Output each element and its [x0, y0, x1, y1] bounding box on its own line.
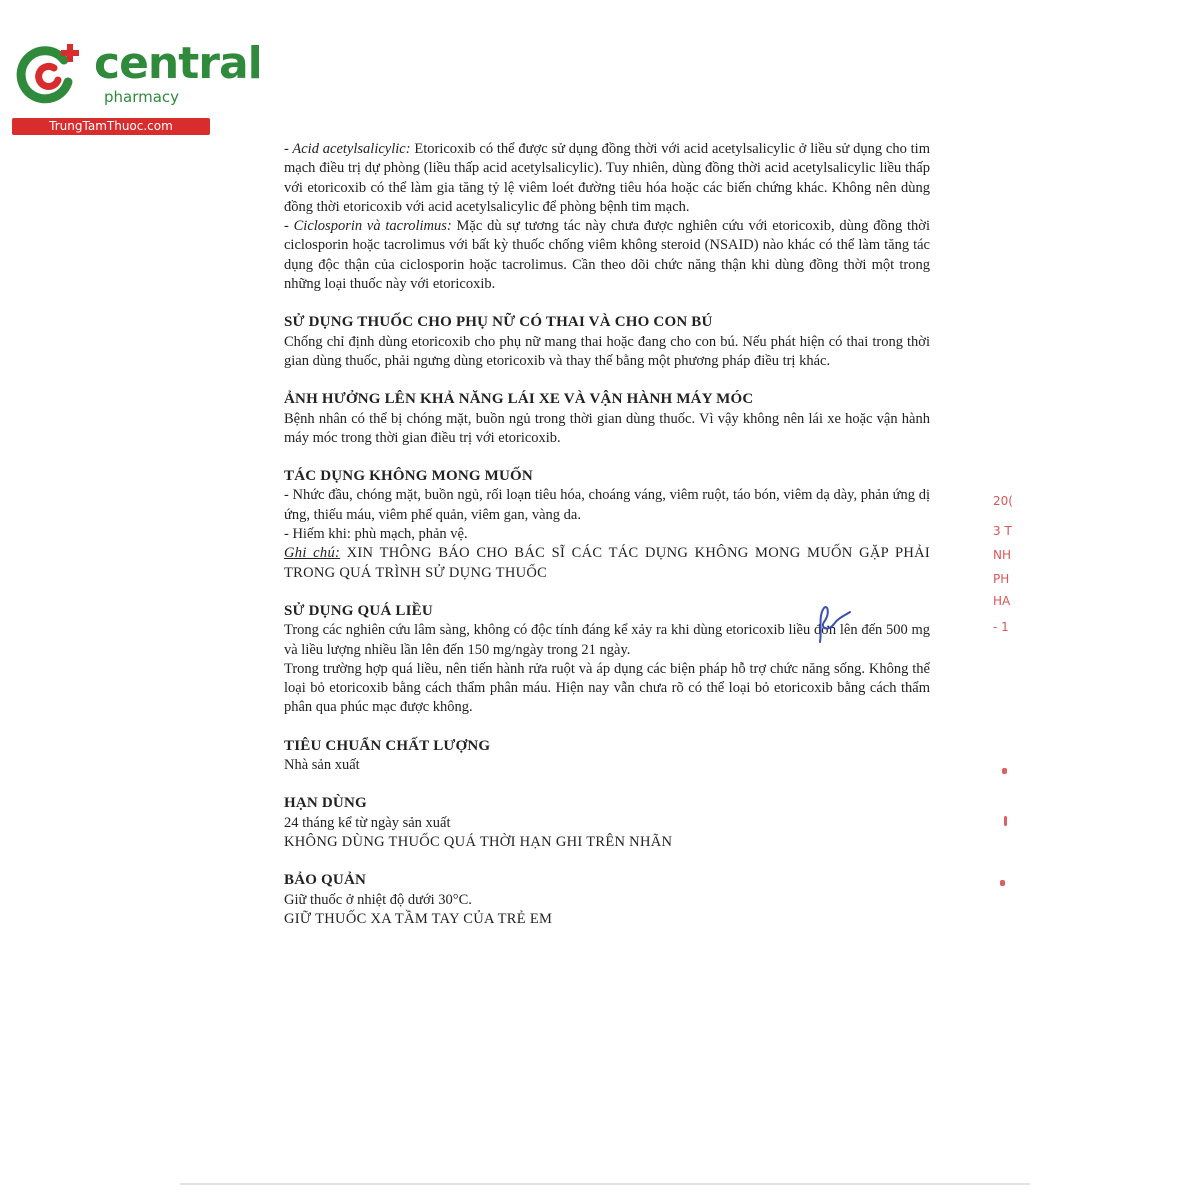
logo-c-cross-icon — [12, 38, 84, 110]
stamp-line: HA — [993, 594, 1011, 608]
overdose-title: SỬ DỤNG QUÁ LIỀU — [284, 602, 433, 619]
driving-title: ẢNH HƯỞNG LÊN KHẢ NĂNG LÁI XE VÀ VẬN HÀNH MÁY MÓC — [284, 391, 754, 408]
brand-logo — [12, 36, 262, 136]
stamp-line: 20( — [993, 494, 1013, 508]
pregnancy-text: Chống chỉ định dùng etoricoxib cho phụ nữ mang thai hoặc đang cho con bú. Nếu phát hiện có thai trong thời gian dùng thuốc, phải ngưng dùng etoricoxib và thay thế bằng một phương pháp điều trị khác. — [284, 333, 930, 369]
stamp-line: PH — [993, 572, 1010, 586]
expiry-title: HẠN DÙNG — [284, 795, 367, 812]
overdose-text-2: Trong trường hợp quá liều, nên tiến hành rửa ruột và áp dụng các biện pháp hỗ trợ chức năng sống. Không thể loại bỏ etoricoxib bằng cách thẩm phân máu. Hiện nay vẫn chưa rõ có thể loại bỏ etoricoxib bằng cách thẩm phân qua phúc mạc được không. — [284, 660, 930, 716]
stamp-speck — [1002, 768, 1007, 774]
page-bottom-edge — [180, 1183, 1030, 1185]
storage-title: BẢO QUẢN — [284, 872, 367, 889]
interaction-cyclosporin — [284, 217, 930, 294]
side-effects-rare: - Hiếm khi: phù mạch, phản vệ. — [284, 526, 468, 543]
logo-url-banner: TrungTamThuoc.com — [12, 118, 210, 135]
driving-text: Bệnh nhân có thể bị chóng mặt, buồn ngủ trong thời gian dùng thuốc. Vì vậy không nên lái xe hoặc vận hành máy móc trong thời gian điều trị với etoricoxib. — [284, 410, 930, 446]
side-effects-note — [284, 544, 930, 583]
signature-icon — [810, 602, 860, 644]
stamp-line: NH — [993, 548, 1011, 562]
note-label: Ghi chú: — [284, 545, 341, 562]
expiry-text: 24 tháng kể từ ngày sản xuất — [284, 814, 451, 831]
logo-brand-name: central — [94, 38, 262, 89]
note-text: XIN THÔNG BÁO CHO BÁC SĨ CÁC TÁC DỤNG KHÔNG MONG MUỐN GẶP PHẢI TRONG QUÁ TRÌNH SỬ DỤNG THUỐC — [284, 545, 930, 581]
overdose-text-1: Trong các nghiên cứu lâm sàng, không có độc tính đáng kể xảy ra khi dùng etoricoxib liều đơn lên đến 500 mg và liều lượng nhiều lần lên đến 150 mg/ngày trong 21 ngày. — [284, 622, 930, 658]
red-stamp-fragment — [985, 490, 1025, 650]
quality-text: Nhà sản xuất — [284, 757, 360, 774]
side-effects-common: - Nhức đầu, chóng mặt, buồn ngủ, rối loạn tiêu hóa, choáng váng, viêm ruột, táo bón, viêm dạ dày, phản ứng dị ứng, thiếu máu, viêm phế quản, viêm gan, vàng da. — [284, 487, 930, 523]
logo-subtitle: pharmacy — [104, 88, 180, 106]
side-effects-title: TÁC DỤNG KHÔNG MONG MUỐN — [284, 468, 533, 485]
stamp-speck — [1000, 880, 1005, 886]
stamp-line: 3 T — [993, 524, 1012, 538]
stamp-speck — [1004, 816, 1007, 826]
expiry-warning: KHÔNG DÙNG THUỐC QUÁ THỜI HẠN GHI TRÊN NHÃN — [284, 833, 673, 850]
cyclosporin-text: Mặc dù sự tương tác này chưa được nghiên cứu với etoricoxib, dùng đồng thời ciclosporin hoặc tacrolimus với bất kỳ thuốc chống viêm không steroid (NSAID) nào khác có thể làm tăng tác dụng độc thận của ciclosporin hoặc tacrolimus. Cần theo dõi chức năng thận khi dùng đồng thời một trong những loại thuốc này với etoricoxib. — [284, 218, 930, 293]
document-body — [284, 140, 930, 929]
aspirin-text: Etoricoxib có thể được sử dụng đồng thời với acid acetylsalicylic ở liều sử dụng cho tim mạch điều trị dự phòng (liều thấp acid acetylsalicylic). Tuy nhiên, dùng đồng thời acid acetylsalicylic liều thấp với etoricoxib có thể làm gia tăng tỷ lệ viêm loét đường tiêu hóa hoặc các biến chứng khác. Không nên dùng đồng thời etoricoxib với acid acetylsalicylic để phòng bệnh tim mạch. — [284, 141, 930, 215]
quality-title: TIÊU CHUẨN CHẤT LƯỢNG — [284, 737, 491, 754]
pregnancy-title: SỬ DỤNG THUỐC CHO PHỤ NỮ CÓ THAI VÀ CHO CON BÚ — [284, 314, 713, 331]
storage-warning: GIỮ THUỐC XA TẦM TAY CỦA TRẺ EM — [284, 910, 553, 927]
stamp-line: - 1 — [993, 620, 1009, 634]
storage-text: Giữ thuốc ở nhiệt độ dưới 30°C. — [284, 891, 472, 908]
cyclosporin-label: - Ciclosporin và tacrolimus: — [284, 218, 452, 235]
interaction-aspirin — [284, 140, 930, 217]
aspirin-label: - Acid acetylsalicylic: — [284, 141, 411, 157]
